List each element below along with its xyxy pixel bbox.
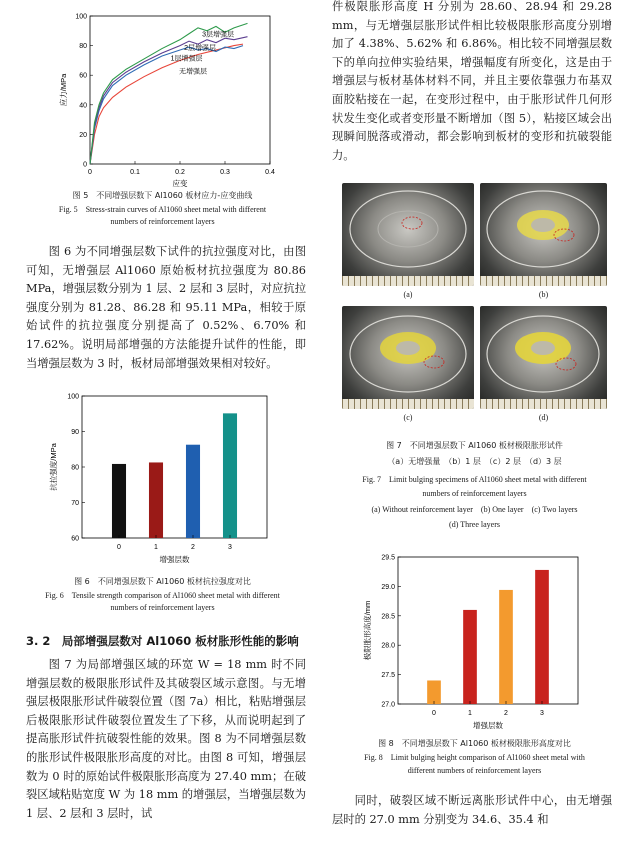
section-heading-3-2: 3. 2 局部增强层数对 Al1060 板材胀形性能的影响 (26, 634, 299, 648)
fig7-caption-en-1: Fig. 7 Limit bulging specimens of Al1060 sheet metal with different (362, 475, 587, 484)
series-line-2 (90, 37, 248, 164)
photo-label-c: (c) (403, 413, 413, 422)
x-tick-label: 2 (191, 544, 195, 551)
photo-label-d: (d) (538, 413, 549, 422)
fig8-caption-cn: 图 8 不同增强层数下 Al1060 板材极限胀形高度对比 (378, 739, 571, 748)
y-tick-label: 28.5 (381, 613, 395, 621)
y-tick-label: 80 (79, 43, 87, 51)
fig6-caption-en-1: Fig. 6 Tensile strength comparison of Al1060 sheet metal with different (45, 591, 280, 600)
series-label-1: 1层增强层 (170, 55, 203, 63)
x-tick-label: 0.1 (130, 169, 140, 176)
fig7-caption-en-2: numbers of reinforcement layers (422, 489, 527, 498)
y-tick-label: 27.5 (381, 672, 395, 680)
y-tick-label: 100 (67, 393, 79, 401)
fig6-caption-cn: 图 6 不同增强层数下 Al1060 板材抗拉强度对比 (74, 577, 251, 586)
paragraph-bulging: 图 7 为局部增强区域的环宽 W = 18 mm 时不同增强层数的极限胀形试件及其破裂区域示意图。与无增强层极限胀形试件破裂位置（图 7a）相比，粘贴增强层后极限胀形试件破裂位置发生了下移，从而说明起到了提高胀形试件抗破裂性能的效果。图 8 为不同增强层数的胀形试件极限胀形高度的对比。由图 8 可知，增强层数为 0 时的原始试件极限胀形高度为 27.40 mm；在破裂区域粘贴宽度 W 为 18 mm 的增强层，当增强层数为 1 层、2 层和 3 层时，试 (26, 658, 307, 820)
plot-frame (82, 396, 267, 538)
bar-3 (535, 570, 549, 704)
x-tick-label: 1 (154, 544, 158, 551)
x-axis-label: 增强层数 (473, 721, 503, 730)
y-tick-label: 27.0 (381, 701, 395, 709)
y-tick-label: 60 (79, 72, 87, 80)
fig6-tensile-strength-chart (40, 386, 290, 571)
fig6-caption-en-2: numbers of reinforcement layers (110, 603, 215, 612)
paragraph-tensile-strength: 图 6 为不同增强层数下试件的抗拉强度对比，由图可知，无增强层 Al1060 原始板材抗拉强度为 80.86 MPa，增强层数分别为 1 层、2 层和 3 层时，对应抗拉强度分别为 81.28、86.28 和 95.11 MPa，相较于原始试件的抗拉强度分别提高了 0.52%、6.70% 和 17.62%。说明局部增强的方法能提升试件的性能，即当增强层数为 3 时，板材局部增强效果相对较好。 (26, 245, 306, 370)
x-tick-label: 0 (88, 169, 92, 176)
x-tick-label: 3 (228, 544, 232, 551)
series-label-3: 3层增强层 (202, 31, 234, 39)
y-tick-label: 40 (79, 102, 87, 110)
y-axis-label: 应力/MPa (59, 73, 68, 107)
y-tick-label: 100 (75, 13, 87, 21)
specimen-photo-d (480, 306, 607, 409)
specimen-photo-b (480, 183, 607, 286)
x-axis-label: 增强层数 (159, 555, 190, 564)
y-tick-label: 0 (83, 161, 87, 169)
y-axis-label: 极限胀形高度/mm (363, 600, 372, 661)
x-tick-label: 0.4 (265, 169, 275, 176)
fig7-subcaption-cn: （a）无增强量 （b）1 层 （c）2 层 （d）3 层 (387, 457, 562, 466)
x-tick-label: 0 (432, 710, 436, 717)
fig5-caption-en-2: numbers of reinforcement layers (110, 217, 215, 226)
x-tick-label: 1 (468, 710, 472, 717)
y-tick-label: 60 (71, 535, 79, 543)
fig8-caption-en-1: Fig. 8 Limit bulging height comparison of Al1060 sheet metal with (364, 753, 585, 762)
x-tick-label: 0.2 (175, 169, 185, 176)
y-tick-label: 28.0 (381, 642, 395, 650)
fig5-caption-en-1: Fig. 5 Stress-strain curves of Al1060 sheet metal with different (58, 205, 267, 214)
paragraph-bulging-continued: 件极限胀形高度 H 分别为 28.60、28.94 和 29.28 mm，与无增强层胀形试件相比较极限胀形高度分别增加了 4.38%、5.62% 和 6.86%。相比较不同增强层数下的单向拉伸实验结果，增强幅度有所变化，这是由于增强层与板材基体材料不同，并且主要依靠强力布基双面胶粘接在一起，在变形过程中，由于胀形试件几何形状发生变化或者变形量不断增加（图 5），粘接区域会出现瞬间脱落或滑动，都会影响到板材的变形和抗破裂能力。 (332, 0, 612, 162)
x-tick-label: 2 (504, 710, 508, 717)
y-tick-label: 20 (79, 131, 87, 139)
bar-3 (223, 413, 237, 538)
bar-2 (499, 590, 513, 704)
specimen-photo-c (342, 306, 474, 409)
x-tick-label: 0.3 (220, 169, 230, 176)
fig5-caption-cn: 图 5 不同增强层数下 Al1060 板材应力-应变曲线 (72, 191, 253, 200)
fig7-subcaption-en-2: (d) Three layers (449, 520, 500, 529)
specimen-photo-a (342, 183, 474, 286)
paragraph-rupture-region: 同时，破裂区域不断远离胀形试件中心，由无增强层时的 27.0 mm 分别变为 34.6、35.4 和 (332, 794, 612, 826)
fig7-subcaption-en-1: (a) Without reinforcement layer (b) One layer (c) Two layers (371, 505, 578, 514)
series-line-1 (90, 46, 243, 164)
bar-2 (186, 445, 200, 538)
series-label-2: 2层增强层 (184, 45, 216, 53)
y-tick-label: 29.5 (381, 554, 395, 562)
photo-label-a: (a) (403, 290, 413, 299)
x-tick-label: 0 (117, 544, 121, 551)
series-label-0: 无增强层 (179, 68, 207, 76)
series-line-0 (90, 44, 243, 164)
y-tick-label: 70 (71, 500, 79, 507)
plot-frame (398, 557, 578, 704)
bar-1 (463, 610, 477, 704)
x-axis-label: 应变 (172, 179, 188, 188)
y-axis-label: 抗拉强度/MPa (49, 443, 58, 491)
x-tick-label: 3 (540, 710, 544, 717)
fig7-caption-cn: 图 7 不同增强层数下 Al1060 板材极限胀形试件 (386, 441, 563, 450)
bar-0 (112, 464, 126, 538)
photo-label-b: (b) (538, 290, 549, 299)
y-tick-label: 90 (71, 429, 79, 436)
y-tick-label: 29.0 (381, 583, 395, 591)
fig5-stress-strain-chart (30, 8, 300, 188)
series-line-3 (90, 23, 248, 164)
bar-1 (149, 462, 163, 538)
fig8-caption-en-2: different numbers of reinforcement layers (407, 766, 542, 775)
fig8-bulging-height-chart (358, 547, 588, 732)
y-tick-label: 80 (71, 464, 79, 472)
bar-0 (427, 680, 441, 704)
